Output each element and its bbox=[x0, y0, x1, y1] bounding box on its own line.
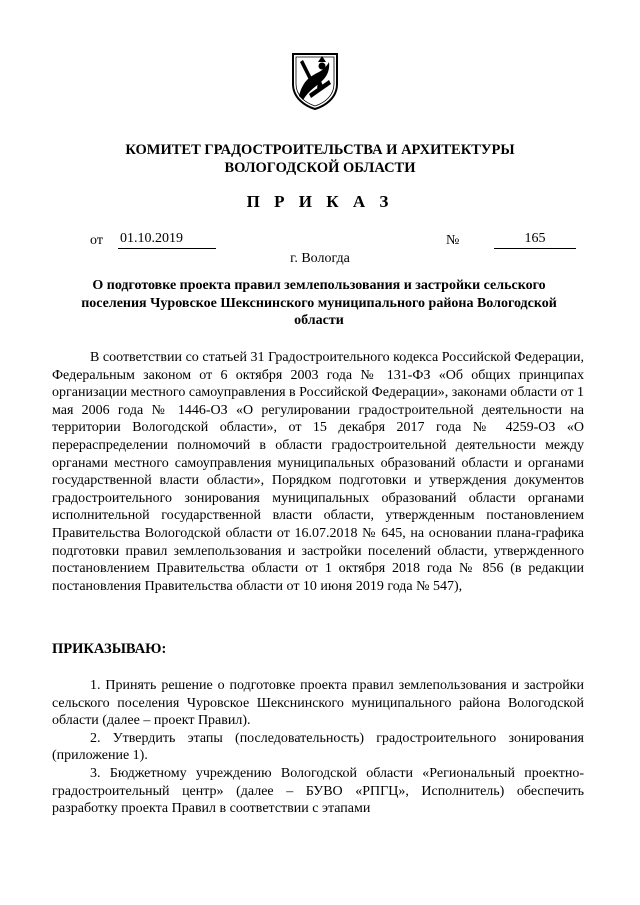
decree-word: ПРИКАЗЫВАЮ: bbox=[52, 641, 167, 657]
document-date: 01.10.2019 bbox=[118, 230, 216, 249]
document-city: г. Вологда bbox=[290, 251, 350, 266]
document-subject: О подготовке проекта правил землепользования и застройки сельского поселения Чуровское Шекснинского муниципального района Вологодской области bbox=[81, 278, 557, 328]
order-item: 2. Утвердить этапы (последовательность) градостроительного зонирования (приложение 1). bbox=[52, 730, 584, 764]
number-prefix: № bbox=[446, 233, 460, 248]
organization-name-line2: ВОЛОГОДСКОЙ ОБЛАСТИ bbox=[224, 160, 416, 176]
preamble-paragraph: В соответствии со статьей 31 Градостроительного кодекса Российской Федерации, Федеральным законом от 6 октября 2003 года № 131-ФЗ «Об общих принципах организации местного самоуправления в Российской Федерации», законами области от 1 мая 2006 года № 1446-ОЗ «О регулировании градостроительной деятельности на территории Вологодской области», от 15 декабря 2017 года № 4259-ОЗ «О перераспределении полномочий в области градостроительной деятельности между органами местного самоуправления муниципальных образований области и органами государственной власти области», Порядком подготовки и утверждения документов градостроительного зонирования муниципальных образований области органами исполнительной государственной власти области, утвержденным постановлением Правительства Вологодской области от 16.07.2018 № 645, на основании плана-графика подготовки правил землепользования и застройки поселений области, утвержденного постановлением Правительства области от 1 октября 2018 года № 856 (в редакции постановления Правительства области от 10 июня 2019 года № 547), bbox=[52, 350, 584, 594]
order-items-list bbox=[52, 677, 584, 818]
order-item: 3. Бюджетному учреждению Вологодской области «Региональный проектно-градостроительный центр» (далее – БУВО «РПГЦ», Исполнитель) обеспечить разработку проекта Правил в соответствии с этапами bbox=[52, 765, 584, 817]
organization-name-line1: КОМИТЕТ ГРАДОСТРОИТЕЛЬСТВА И АРХИТЕКТУРЫ bbox=[125, 142, 515, 158]
order-item: 1. Принять решение о подготовке проекта правил землепользования и застройки сельского поселения Чуровское Шекснинского муниципального района Вологодской области (далее – проект Правил). bbox=[52, 678, 584, 729]
document-number: 165 bbox=[494, 230, 576, 249]
document-title: П Р И К А З bbox=[246, 192, 394, 211]
coat-of-arms-icon bbox=[289, 50, 341, 110]
date-prefix: от bbox=[90, 233, 103, 248]
